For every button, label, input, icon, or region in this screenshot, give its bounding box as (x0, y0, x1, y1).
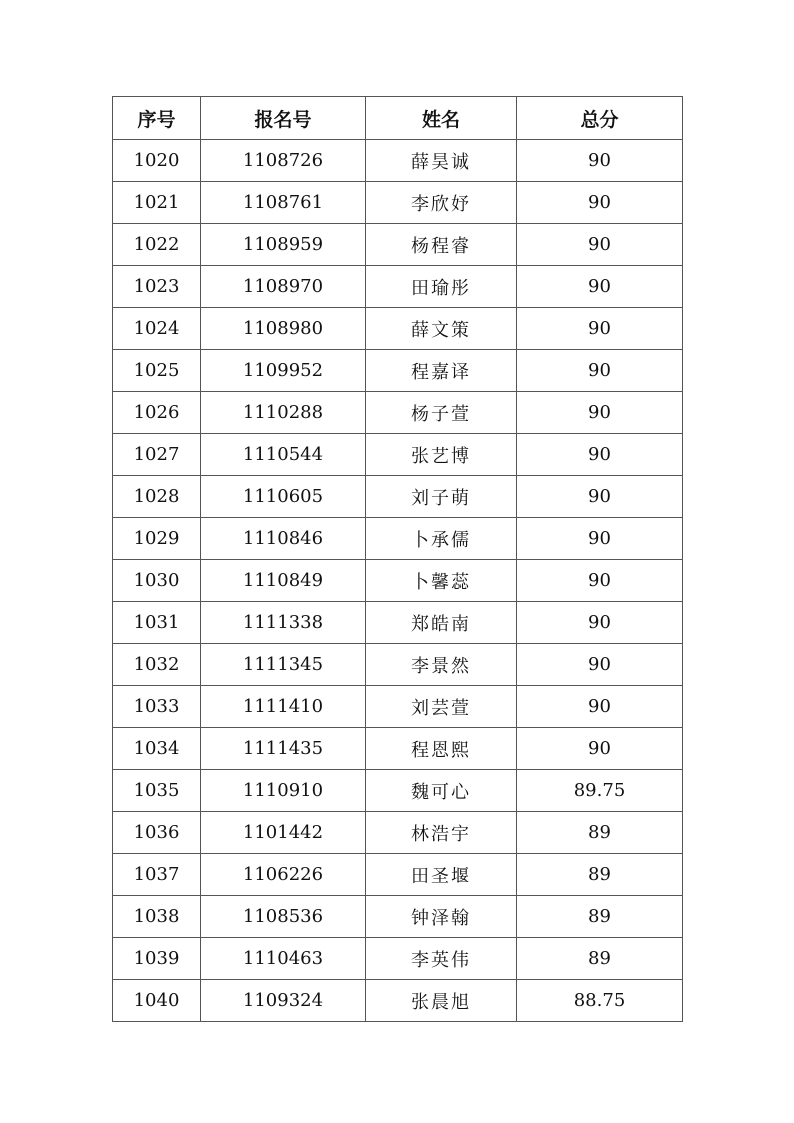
cell-reg-no: 1110463 (201, 938, 366, 980)
cell-seq: 1038 (113, 896, 201, 938)
cell-seq: 1021 (113, 182, 201, 224)
cell-seq: 1029 (113, 518, 201, 560)
cell-reg-no: 1110288 (201, 392, 366, 434)
cell-score: 90 (517, 182, 683, 224)
cell-seq: 1033 (113, 686, 201, 728)
cell-seq: 1035 (113, 770, 201, 812)
cell-reg-no: 1110605 (201, 476, 366, 518)
header-seq: 序号 (113, 97, 201, 140)
cell-reg-no: 1108536 (201, 896, 366, 938)
cell-score: 90 (517, 434, 683, 476)
cell-name: 魏可心 (366, 770, 517, 812)
cell-seq: 1037 (113, 854, 201, 896)
cell-name: 程恩熙 (366, 728, 517, 770)
score-table (112, 96, 683, 1022)
cell-reg-no: 1109952 (201, 350, 366, 392)
table-row (113, 140, 683, 182)
cell-score: 88.75 (517, 980, 683, 1022)
cell-reg-no: 1108761 (201, 182, 366, 224)
cell-score: 90 (517, 392, 683, 434)
cell-name: 钟泽翰 (366, 896, 517, 938)
table-row (113, 938, 683, 980)
table-row (113, 854, 683, 896)
header-row (113, 97, 683, 140)
table-row (113, 266, 683, 308)
cell-seq: 1030 (113, 560, 201, 602)
cell-name: 李景然 (366, 644, 517, 686)
cell-seq: 1025 (113, 350, 201, 392)
cell-name: 田圣堰 (366, 854, 517, 896)
cell-name: 卜承儒 (366, 518, 517, 560)
cell-name: 田瑜彤 (366, 266, 517, 308)
cell-score: 90 (517, 350, 683, 392)
cell-name: 薛文策 (366, 308, 517, 350)
cell-reg-no: 1108980 (201, 308, 366, 350)
cell-name: 张晨旭 (366, 980, 517, 1022)
table-row (113, 686, 683, 728)
cell-score: 90 (517, 140, 683, 182)
cell-reg-no: 1110910 (201, 770, 366, 812)
cell-score: 90 (517, 728, 683, 770)
cell-name: 张艺博 (366, 434, 517, 476)
table-header (113, 97, 683, 140)
cell-reg-no: 1109324 (201, 980, 366, 1022)
table-row (113, 308, 683, 350)
header-name: 姓名 (366, 97, 517, 140)
cell-score: 90 (517, 644, 683, 686)
cell-name: 李英伟 (366, 938, 517, 980)
table-row (113, 602, 683, 644)
cell-seq: 1039 (113, 938, 201, 980)
table-row (113, 392, 683, 434)
cell-reg-no: 1106226 (201, 854, 366, 896)
cell-score: 90 (517, 560, 683, 602)
cell-score: 90 (517, 476, 683, 518)
cell-score: 90 (517, 308, 683, 350)
cell-score: 89 (517, 854, 683, 896)
cell-reg-no: 1108970 (201, 266, 366, 308)
table-row (113, 980, 683, 1022)
cell-seq: 1020 (113, 140, 201, 182)
cell-name: 卜馨蕊 (366, 560, 517, 602)
cell-reg-no: 1111345 (201, 644, 366, 686)
cell-name: 程嘉译 (366, 350, 517, 392)
cell-seq: 1027 (113, 434, 201, 476)
cell-reg-no: 1111410 (201, 686, 366, 728)
cell-name: 杨程睿 (366, 224, 517, 266)
cell-reg-no: 1110846 (201, 518, 366, 560)
cell-name: 郑皓南 (366, 602, 517, 644)
table-row (113, 182, 683, 224)
cell-reg-no: 1111435 (201, 728, 366, 770)
header-score: 总分 (517, 97, 683, 140)
table-row (113, 350, 683, 392)
cell-score: 89 (517, 812, 683, 854)
cell-seq: 1023 (113, 266, 201, 308)
cell-score: 89.75 (517, 770, 683, 812)
cell-score: 90 (517, 224, 683, 266)
table-body (113, 140, 683, 1022)
cell-reg-no: 1110544 (201, 434, 366, 476)
cell-seq: 1028 (113, 476, 201, 518)
table-row (113, 644, 683, 686)
table-row (113, 560, 683, 602)
cell-reg-no: 1101442 (201, 812, 366, 854)
cell-reg-no: 1110849 (201, 560, 366, 602)
table-row (113, 896, 683, 938)
cell-seq: 1034 (113, 728, 201, 770)
cell-seq: 1032 (113, 644, 201, 686)
table-row (113, 518, 683, 560)
header-reg-no: 报名号 (201, 97, 366, 140)
cell-score: 90 (517, 266, 683, 308)
cell-seq: 1024 (113, 308, 201, 350)
cell-name: 刘子萌 (366, 476, 517, 518)
table-row (113, 476, 683, 518)
cell-seq: 1031 (113, 602, 201, 644)
cell-score: 89 (517, 896, 683, 938)
cell-score: 90 (517, 686, 683, 728)
cell-score: 90 (517, 518, 683, 560)
cell-reg-no: 1108726 (201, 140, 366, 182)
table-row (113, 434, 683, 476)
cell-name: 刘芸萱 (366, 686, 517, 728)
table-row (113, 224, 683, 266)
cell-name: 李欣妤 (366, 182, 517, 224)
table-row (113, 770, 683, 812)
cell-score: 90 (517, 602, 683, 644)
table-row (113, 812, 683, 854)
cell-name: 薛昊诚 (366, 140, 517, 182)
cell-seq: 1022 (113, 224, 201, 266)
cell-seq: 1040 (113, 980, 201, 1022)
cell-reg-no: 1111338 (201, 602, 366, 644)
cell-name: 杨子萱 (366, 392, 517, 434)
cell-reg-no: 1108959 (201, 224, 366, 266)
cell-seq: 1036 (113, 812, 201, 854)
cell-seq: 1026 (113, 392, 201, 434)
cell-score: 89 (517, 938, 683, 980)
table-row (113, 728, 683, 770)
cell-name: 林浩宇 (366, 812, 517, 854)
